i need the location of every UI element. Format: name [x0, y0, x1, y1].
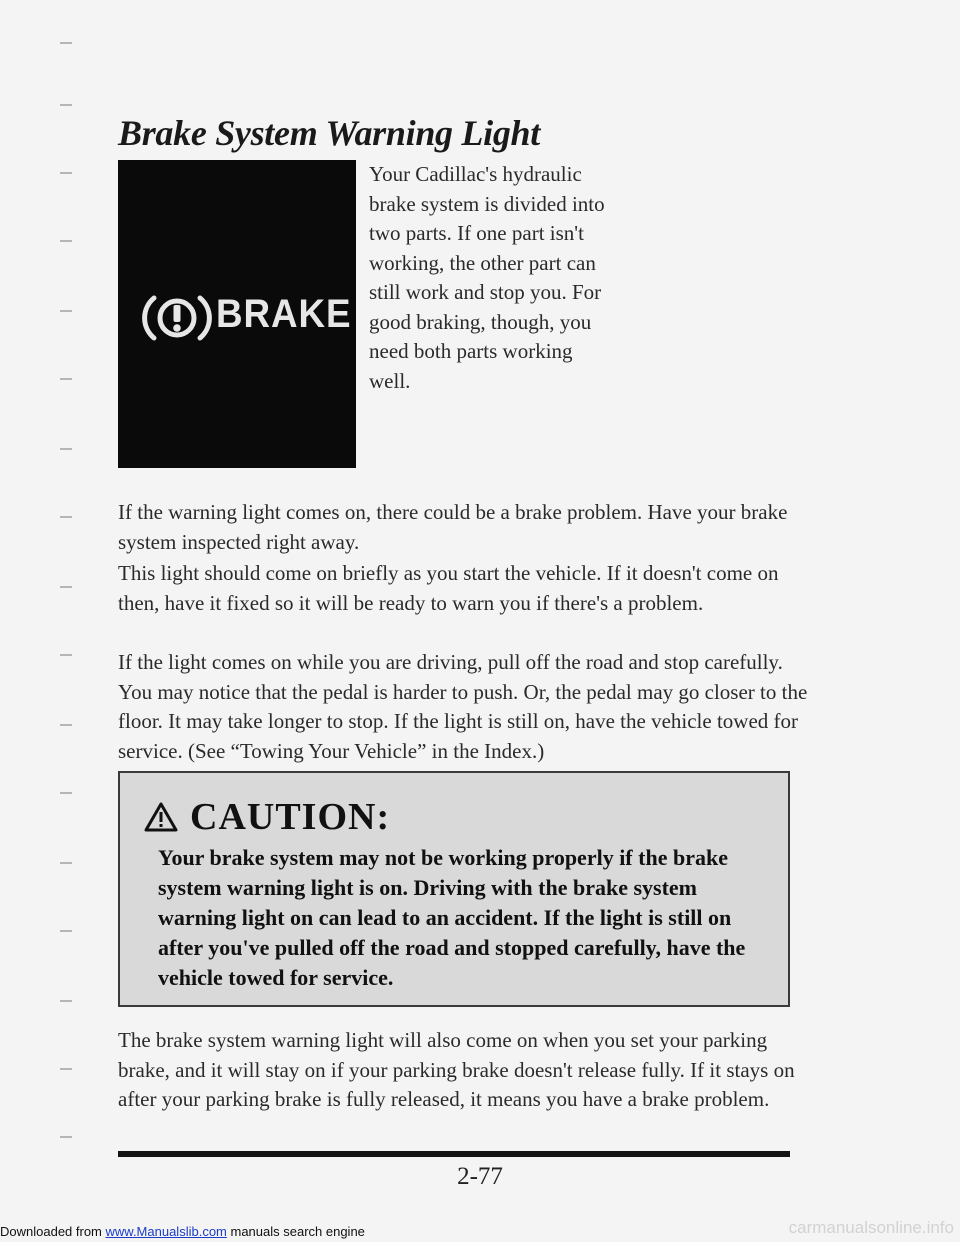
caution-title: CAUTION: [190, 796, 391, 838]
margin-mark [60, 586, 72, 588]
paragraph-warning: If the warning light comes on, there could be a brake problem. Have your brake system inspected right away. [118, 500, 788, 554]
margin-mark [60, 516, 72, 518]
page-footer-rule [118, 1151, 790, 1157]
margin-mark [60, 1068, 72, 1070]
brake-warning-icon [140, 288, 214, 348]
brake-indicator-panel [118, 160, 356, 468]
margin-mark [60, 310, 72, 312]
caution-header [144, 795, 390, 839]
margin-mark [60, 240, 72, 242]
watermark-suffix: manuals search engine [226, 1224, 365, 1239]
margin-mark [60, 862, 72, 864]
warning-triangle-icon [144, 802, 178, 832]
margin-mark [60, 42, 72, 44]
paragraph-parking-brake: The brake system warning light will also come on when you set your parking brake, and it will stay on if your parking brake doesn't release fully. If it stays on after your parking brake is fully released, it means you have a brake problem. [118, 1028, 795, 1111]
caution-text: Your brake system may not be working properly if the brake system warning light is on. Driving with the brake system warning light on can lead to an accident. If the light is still on after you've pulled off the road and stopped carefully, have the vehicle towed for service. [158, 845, 746, 990]
manualslib-link[interactable]: www.Manualslib.com [105, 1224, 227, 1239]
section-title: Brake System Warning Light [118, 113, 540, 153]
margin-mark [60, 172, 72, 174]
margin-mark [60, 724, 72, 726]
margin-mark [60, 104, 72, 106]
watermark-prefix: Downloaded from [0, 1224, 106, 1239]
margin-mark [60, 654, 72, 656]
margin-mark [60, 1136, 72, 1138]
margin-mark [60, 378, 72, 380]
paragraph-driving: If the light comes on while you are driving, pull off the road and stop carefully. You may notice that the pedal is harder to push. Or, the pedal may go closer to the floor. It may take longer to stop. If the light is still on, have the vehicle towed for service. (See “Towing Your Vehicle” in the Index.) [118, 650, 808, 763]
intro-text: Your Cadillac's hydraulic brake system is divided into two parts. If one part isn't working, the other part can still work and stop you. For good braking, though, you need both parts working well. [369, 162, 605, 393]
brake-indicator-label: BRAKE [216, 292, 352, 336]
margin-mark [60, 448, 72, 450]
site-watermark: carmanualsonline.info [788, 1218, 954, 1237]
page-number: 2-77 [457, 1163, 503, 1190]
download-watermark [0, 1224, 365, 1239]
margin-mark [60, 1000, 72, 1002]
caution-box [118, 771, 790, 1007]
paragraph-bulb-check: This light should come on briefly as you start the vehicle. If it doesn't come on then, have it fixed so it will be ready to warn you if there's a problem. [118, 561, 779, 615]
margin-mark [60, 930, 72, 932]
margin-mark [60, 792, 72, 794]
